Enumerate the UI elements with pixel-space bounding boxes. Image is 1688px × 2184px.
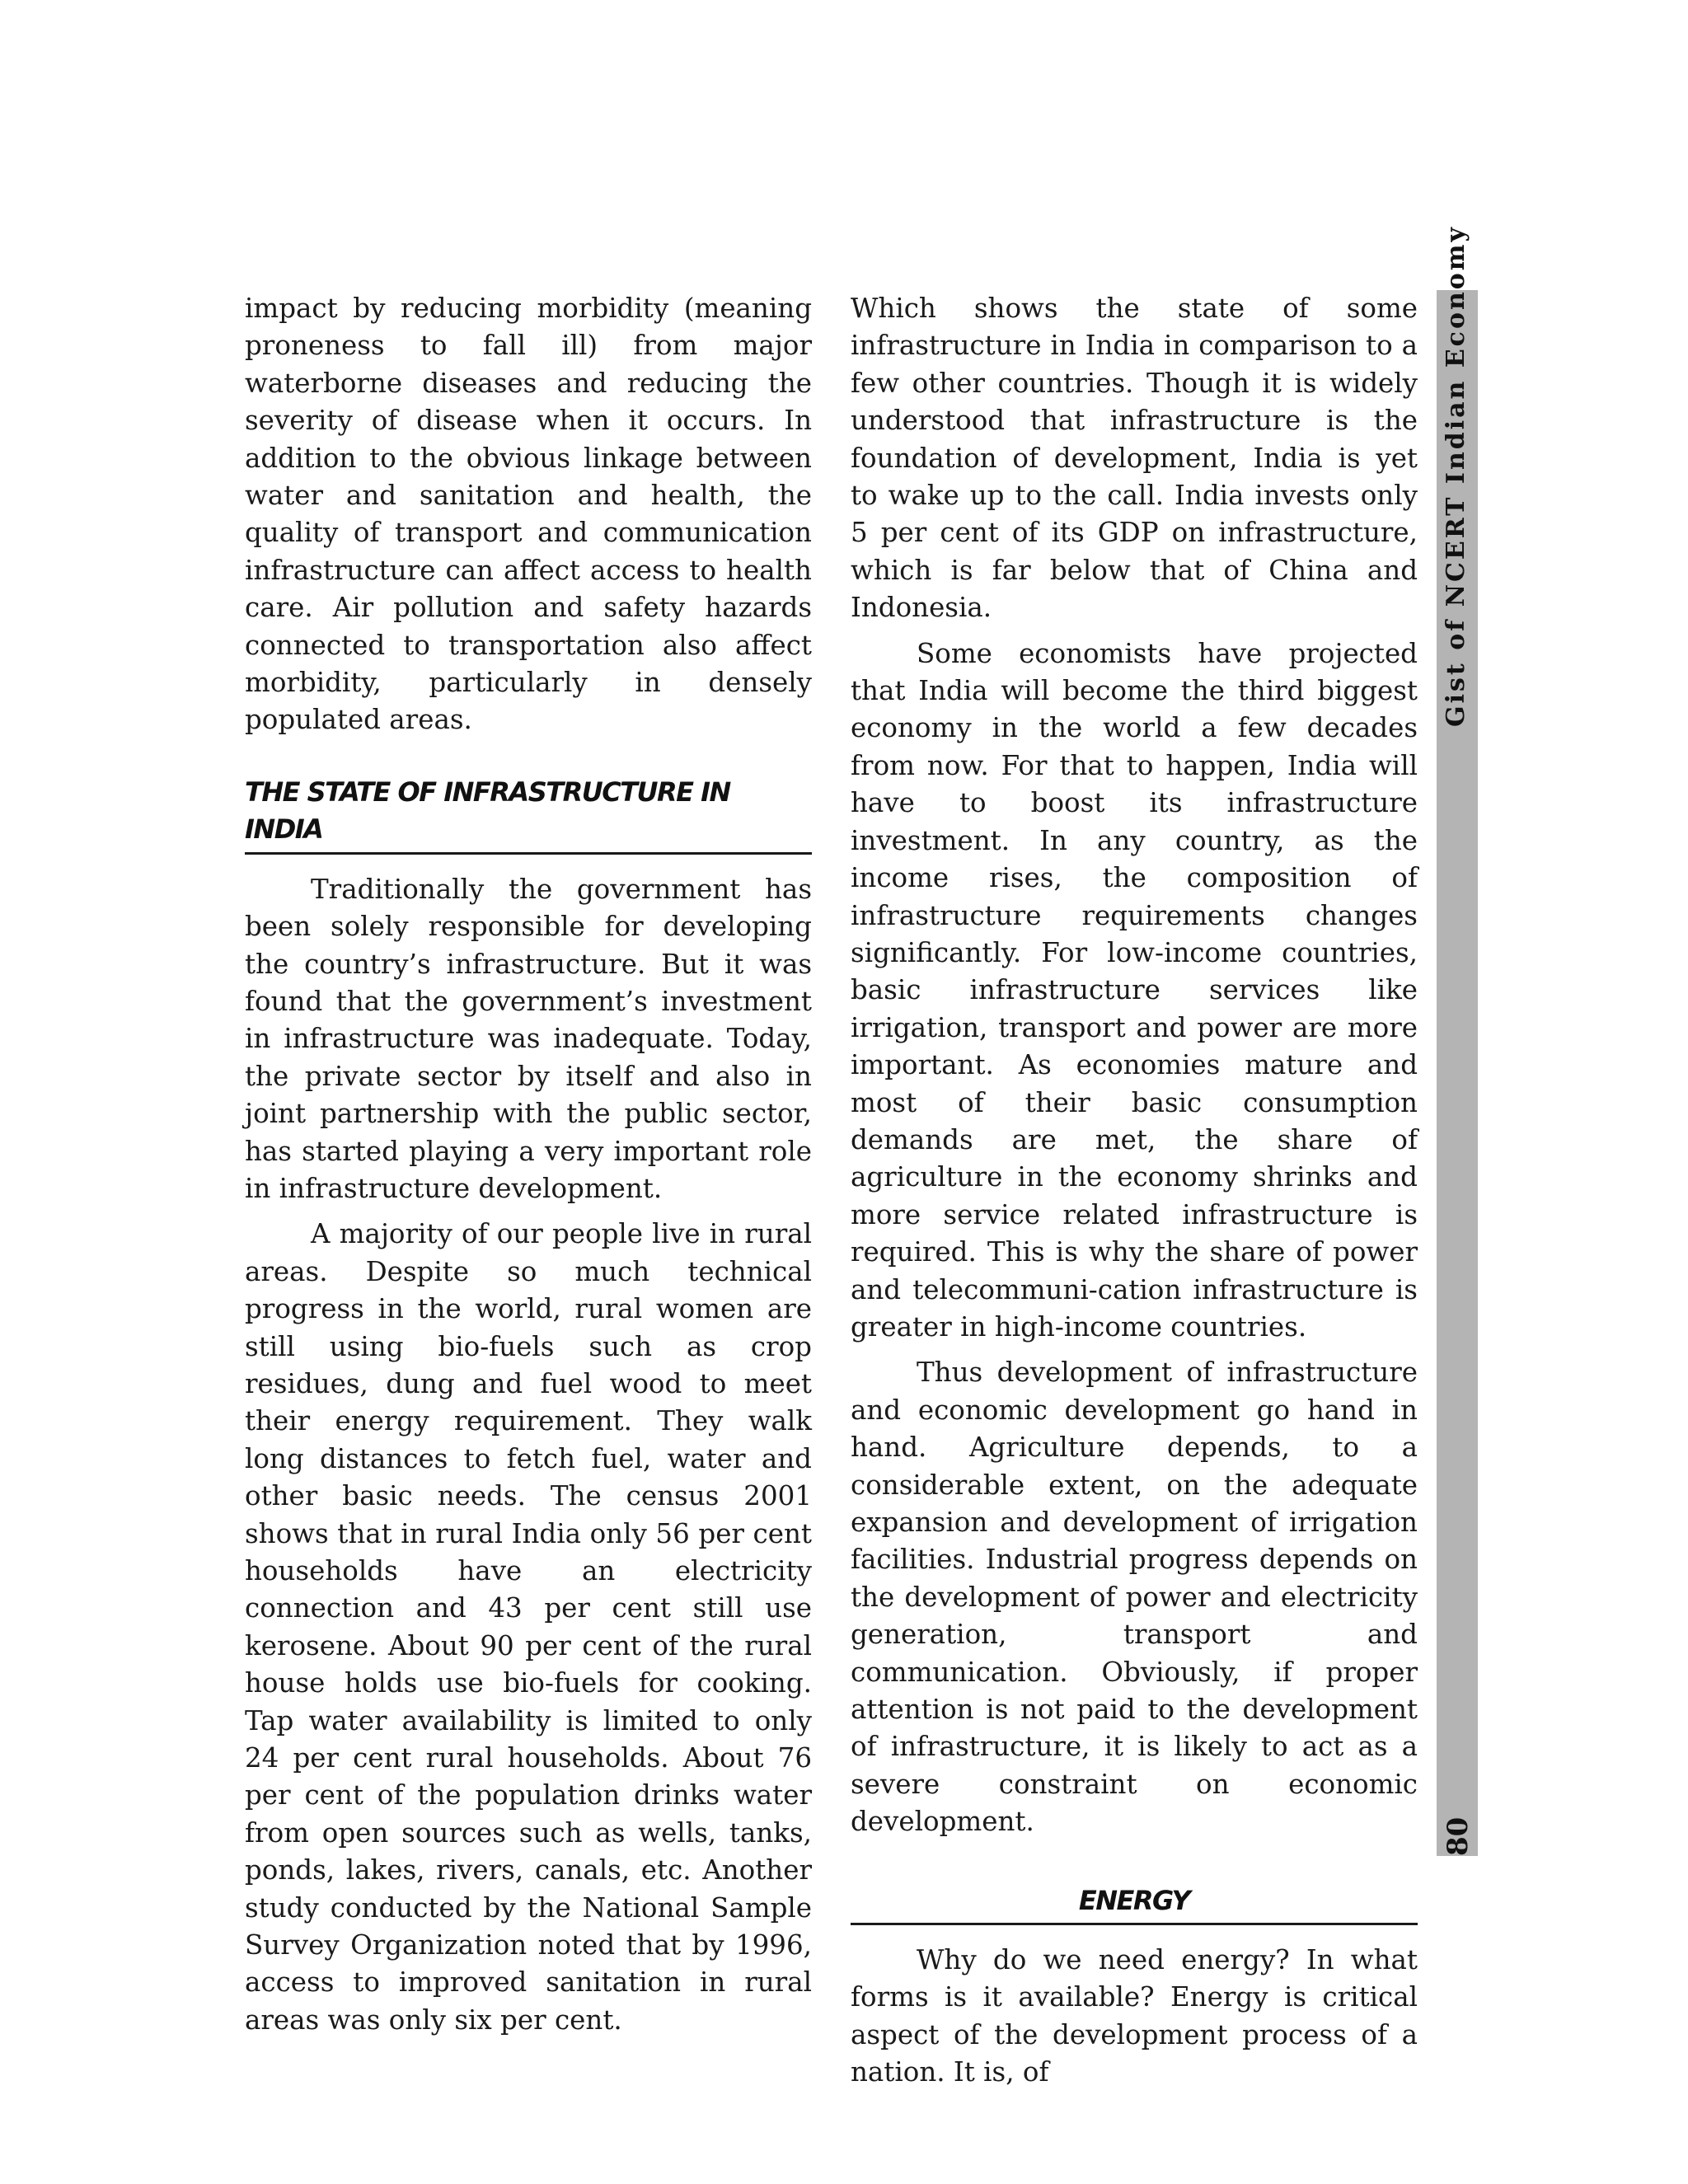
page-number: 80: [1442, 1816, 1475, 1856]
paragraph: Traditionally the government has been solely responsible for developing the country’s infrastructure. But it was found that the government’s investment in infrastructure was inadequate. Today, the private sector by itself and also in joint partnership with the public sector, has started playing a very important role in infrastructure development.: [245, 873, 812, 1204]
left-column: [245, 290, 812, 2039]
section-heading-energy: ENERGY: [851, 1882, 1418, 1925]
paragraph: Why do we need energy? In what forms is it available? Energy is critical aspect of the development process of a nation. It is, of: [851, 1944, 1418, 2088]
paragraph: Which shows the state of some infrastructure in India in comparison to a few other countries. Though it is widely understood that infrastructure is the foundation of development, India is yet to wake up to the call. India invests only 5 per cent of its GDP on infrastructure, which is far below that of China and Indonesia.: [851, 293, 1418, 624]
paragraph: Thus development of infrastructure and economic development go hand in hand. Agriculture depends, to a considerable extent, on the adequate expansion and development of irrigation facilities. Industrial progress depends on the development of power and electricity generation, transport and communication. Obviously, if proper attention is not paid to the development of infrastructure, it is likely to act as a severe constraint on economic development.: [851, 1357, 1418, 1838]
paragraph: Some economists have projected that India will become the third biggest economy in the world a few decades from now. For that to happen, India will have to boost its infrastructure investment. In any country, as the income rises, the composition of infrastructure requirements changes significantly. For low-income countries, basic infrastructure services like irrigation, transport and power are more important. As economies mature and most of their basic consumption demands are met, the share of agriculture in the economy shrinks and more service related infrastructure is required. This is why the share of power and telecommuni-cation infrastructure is greater in high-income countries.: [851, 637, 1418, 1343]
paragraph: A majority of our people live in rural areas. Despite so much technical progress in the world, rural women are still using bio-fuels such as crop residues, dung and fuel wood to meet their energy requirement. They walk long distances to fetch fuel, water and other basic needs. The census 2001 shows that in rural India only 56 per cent households have an electricity connection and 43 per cent still use kerosene. About 90 per cent of the rural house holds use bio-fuels for cooking. Tap water availability is limited to only 24 per cent rural households. About 76 per cent of the population drinks water from open sources such as wells, tanks, ponds, lakes, rivers, canals, etc. Another study conducted by the National Sample Survey Organization noted that by 1996, access to improved sanitation in rural areas was only six per cent.: [245, 1218, 812, 2036]
section-heading-infrastructure: THE STATE OF INFRASTRUCTURE IN INDIA: [245, 774, 812, 855]
running-title: Gist of NCERT Indian Economy: [1442, 225, 1470, 727]
right-column: [851, 290, 1418, 2092]
paragraph: impact by reducing morbidity (meaning proneness to fall ill) from major waterborne diseases and reducing the severity of disease when it occurs. In addition to the obvious linkage between water and sanitation and health, the quality of transport and communication infrastructure can affect access to health care. Air pollution and safety hazards connected to transportation also affect morbidity, particularly in densely populated areas.: [245, 293, 812, 736]
